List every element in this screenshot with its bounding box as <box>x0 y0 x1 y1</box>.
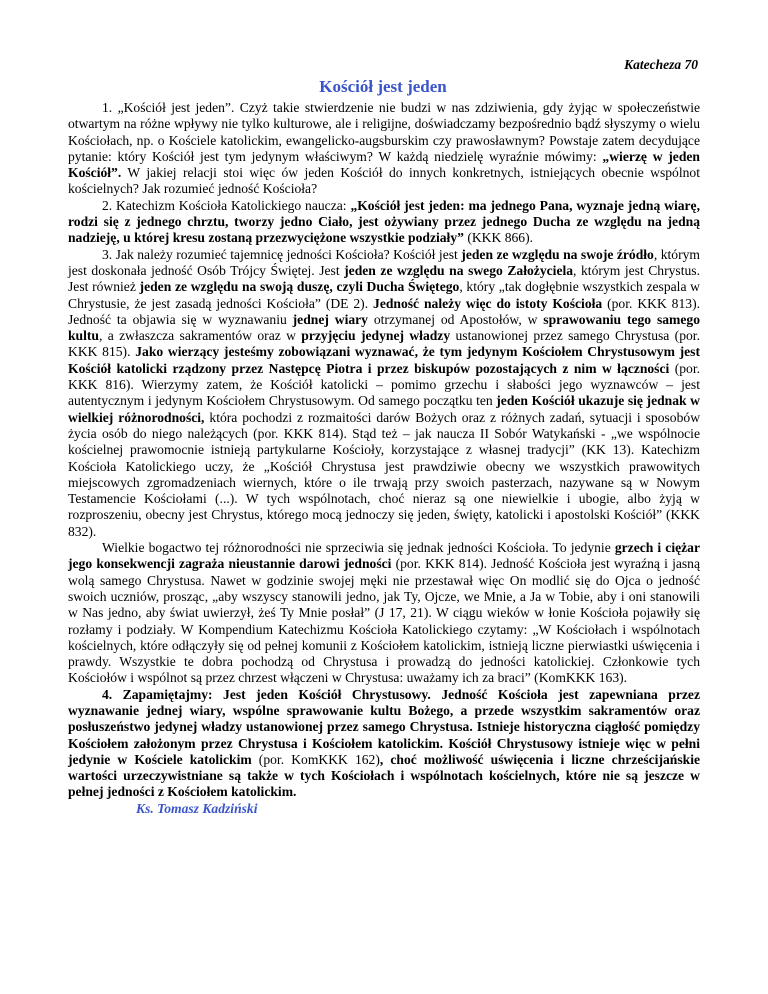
bold-text-run: przyjęciu jedynej władzy <box>301 328 451 344</box>
text-run: (por. KKK 814). Jedność Kościoła jest wyraźną i jasną wolą samego Chrystusa. Nawet w godzinie swojej męki nie przestawał więc On modlić się do Ojca o jedność swoich uczniów, prosząc, „aby wszyscy stanowili jedno, jak Ty, Ojcze, we Mnie, a Ja w Tobie, aby i oni stanowili w Nas jedno, aby świat uwierzył, żeś Ty Mnie posłał” (J 17, 21). W ciągu wieków w łonie Kościoła pojawiły się rozłamy i podziały. W Kompendium Katechizmu Kościoła Katolickiego czytamy: „W Kościołach i wspólnotach kościelnych, które odłączyły się od pełnej komunii z Kościołem katolickim, istnieją liczne pierwiastki uświęcenia i prawdy. Wszystkie te dobra pochodzą od Chrystusa i prowadzą do jedności katolickiej. Członkowie tych Kościołów i wspólnot są przez chrzest włączeni w Chrystusa: uważamy ich za braci” (KomKKK 163). <box>68 556 700 686</box>
text-run: 1. „Kościół jest jeden”. Czyż takie stwierdzenie nie budzi w nas zdziwienia, gdy żyjąc w społeczeństwie otwartym na różne wpływy nie tylko kulturowe, ale i religijne, doświadczamy bezpośrednio bądź słyszymy o wielu Kościołach, np. o Kościele katolickim, ewangelicko-augsburskim czy prawosławnym? Powstaje zatem decydujące pytanie: który Kościół jest tym jedynym właściwym? W każdą niedzielę wyraźnie mówimy: <box>68 100 700 164</box>
bold-text-run: , choć możliwość uświęcenia i liczne chrześcijańskie wartości urzeczywistniane są także w tych Kościołach i wspólnotach kościelnych, które nie są jeszcze w pełnej jedności z Kościołem katolickim. <box>68 751 701 800</box>
bold-text-run: „wierzę w jeden Kościół”. <box>68 148 700 181</box>
page-title: Kościół jest jeden <box>319 77 447 96</box>
bold-text-run: sprawowaniu tego samego kultu <box>68 311 700 344</box>
paragraph-5 <box>68 687 700 801</box>
text-run: Wielkie bogactwo tej różnorodności nie sprzeciwia się jednak jedności Kościoła. To jedynie <box>102 540 615 556</box>
text-run: ustanowionej przez samego Chrystusa (por. KKK 815). <box>68 328 700 360</box>
bold-text-run: „Kościół jest jeden: ma jednego Pana, wyznaje jedną wiarę, rodzi się z jednego chrztu, tworzy jedno Ciało, jest ożywiany przez jednego Ducha ze względu na jedną nadzieję, u której kresu zostaną przezwyciężone wszystkie podziały” <box>68 197 700 246</box>
catechesis-number: Katecheza 70 <box>624 57 698 72</box>
bold-text-run: grzech i ciężar jego konsekwencji zagraża nieustannie darowi jedności <box>68 540 700 572</box>
bold-text-run: jeden Kościół ukazuje się jednak w wielkiej różnorodności, <box>68 393 700 425</box>
paragraph-3 <box>68 247 700 540</box>
text-run: otrzymanej od Apostołów, w <box>367 311 544 327</box>
text-run: (por. KomKKK 162) <box>251 751 380 767</box>
bold-text-run: 4. Zapamiętajmy: Jest jeden Kościół Chrystusowy. Jedność Kościoła jest zapewniana przez wyznawanie jednej wiary, wspólne sprawowanie kultu Bożego, a przede wszystkim sakramentów oraz posłuszeństwo jedynej władzy ustanowionej przez samego Chrystusa. Istnieje historyczna ciągłość pomiędzy Kościołem założonym przez Chrystusa i Kościołem katolickim. Kościół Chrystusowy istnieje więc w pełni jedynie w Kościele katolickim <box>68 686 700 767</box>
bold-text-run: jeden ze względu na swoją duszę, czyli Ducha Świętego <box>139 279 460 295</box>
bold-text-run: jeden ze względu na swoje źródło <box>461 246 654 262</box>
bold-text-run: Jako wierzący jesteśmy zobowiązani wyznawać, że tym jedynym Kościołem Chrystusowym jest Kościół katolicki rządzony przez Następcę Piotra i przez biskupów pozostających z nim w łączności <box>68 344 700 376</box>
text-run: , który „tak dogłębnie wszystkich zespala w Chrystusie, że jest zasadą jedności Kościoła” (DE 2). <box>68 279 700 311</box>
paragraph-1 <box>68 100 700 198</box>
text-run: (por. KKK 813). Jedność ta objawia się w wyznawaniu <box>68 295 700 327</box>
text-run: która pochodzi z rozmaitości darów Bożych oraz z różnych zadań, sytuacji i sposobów życia osób do niego należących (por. KKK 814). Stąd też – jak naucza II Sobór Watykański - „we wspólnocie kościelnej prawomocnie istnieją partykularne Kościoły, korzystające z własnej tradycji” (KK 13). Katechizm Kościoła Katolickiego uczy, że „Kościół Chrystusa jest prawdziwie obecny we wszystkich prawowitych miejscowych zgromadzeniach wiernych, które o ile trwają przy swoich pasterzach, nazywane są w Nowym Testamencie Kościołami (...). W tych wspólnotach, choć nieraz są one niewielkie i ubogie, albo żyją w rozproszeniu, obecny jest Chrystus, którego mocą jednoczy się jeden, święty, katolicki i apostolski Kościół” (KKK 832). <box>68 409 701 539</box>
paragraph-4 <box>68 540 700 687</box>
bold-text-run: jednej wiary <box>292 311 368 327</box>
author-signature: Ks. Tomasz Kadziński <box>136 800 258 816</box>
text-run: 3. Jak należy rozumieć tajemnicę jedności Kościoła? Kościół jest <box>102 246 462 262</box>
document-body <box>68 100 700 817</box>
text-run: , którym jest Chrystus. Jest również <box>68 262 700 295</box>
text-run: (KKK 866). <box>463 230 534 246</box>
text-run: , a zwłaszcza sakramentów oraz w <box>98 328 302 344</box>
text-run: W jakiej relacji stoi więc ów jeden Kościół do innych konkretnych, istniejących obecnie wspólnot kościelnych? Jak rozumieć jedność Kościoła? <box>68 165 700 197</box>
paragraph-2 <box>68 198 700 247</box>
text-run: (por. KKK 816). Wierzymy zatem, że Kościół katolicki – pomimo grzechu i słabości jego wyznawców – jest autentycznym i jedynym Kościołem Chrystusowym. Od samego początku ten <box>68 360 700 409</box>
bold-text-run: jeden ze względu na swego Założyciela <box>344 262 574 278</box>
bold-text-run: Jedność należy więc do istoty Kościoła <box>373 295 603 311</box>
text-run: 2. Katechizm Kościoła Katolickiego naucza: <box>102 197 351 213</box>
text-run: , którym jest doskonała jedność Osób Trójcy Świętej. Jest <box>68 246 701 278</box>
